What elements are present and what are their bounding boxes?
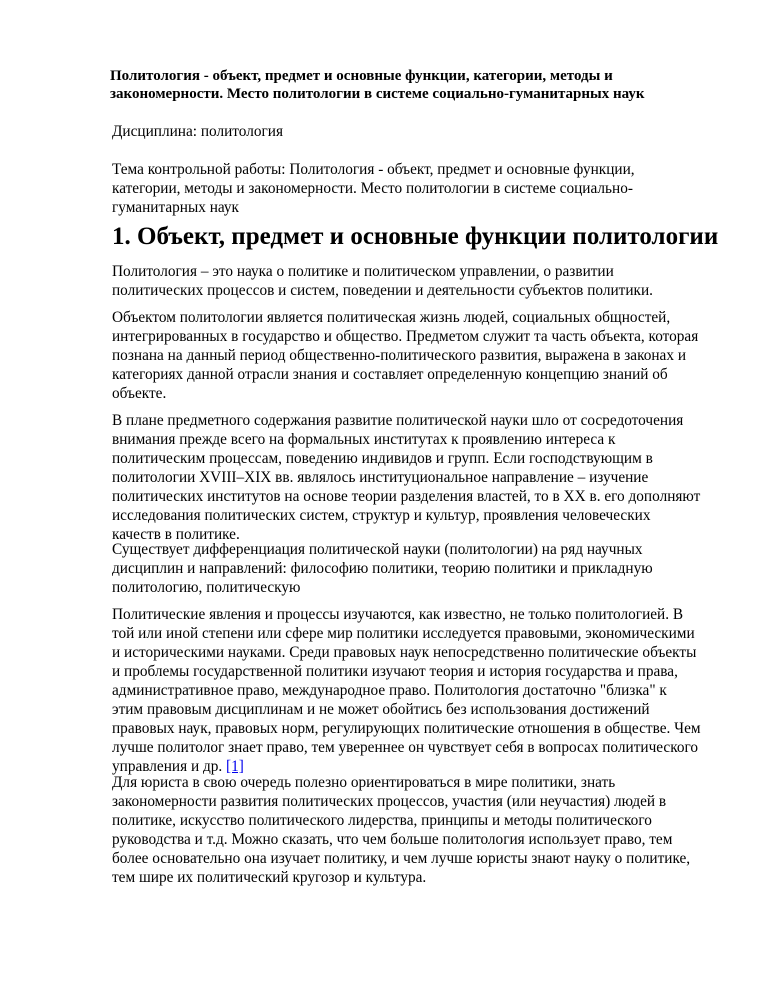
paragraph-line: лучше политолог знает право, тем увереннее он чувствует себя в вопросах политического xyxy=(112,739,699,756)
paragraph-line: более основательно она изучает политику, и чем лучше юристы знают науку о политике, xyxy=(112,850,691,867)
paragraph-line: политических процессов и систем, поведении и деятельности субъектов политики. xyxy=(112,282,653,299)
paragraph-line: Для юриста в свою очередь полезно ориентироваться в мире политики, знать xyxy=(112,774,616,791)
paragraph-line: познана на данный период общественно-политического развития, выражена в законах и xyxy=(112,347,687,364)
topic-text xyxy=(112,160,732,217)
topic-line: Тема контрольной работы: Политология - объект, предмет и основные функции, xyxy=(112,161,635,178)
paragraph-line: административное право, международное право. Политология достаточно "близка" к xyxy=(112,682,667,699)
paragraph-line: политике, искусство политического лидерства, принципы и методы политического xyxy=(112,812,652,829)
discipline-line: Дисциплина: политология xyxy=(112,123,283,140)
paragraph-object xyxy=(112,308,732,403)
paragraph-line: и проблемы государственной политики изучают теория и история государства и права, xyxy=(112,663,678,680)
title-line: закономерности. Место политологии в системе социально-гуманитарных наук xyxy=(110,86,645,102)
paragraph-line: политических институтов на основе теории разделения властей, то в XX в. его дополняют xyxy=(112,488,701,505)
footnote-link[interactable]: [1] xyxy=(226,758,244,775)
topic-line: гуманитарных наук xyxy=(112,199,239,216)
paragraph-line: дисциплин и направлений: философию политики, теорию политики и прикладную xyxy=(112,560,653,577)
paragraph-line: тем шире их политический кругозор и культура. xyxy=(112,869,427,886)
paragraph-line: политологию, политическую xyxy=(112,579,301,596)
paragraph-line: той или иной степени или сфере мир политики исследуется правовыми, экономическими xyxy=(112,625,695,642)
paragraph-line: Существует дифференциация политической науки (политологии) на ряд научных xyxy=(112,541,643,558)
paragraph-line: Объектом политологии является политическая жизнь людей, социальных общностей, xyxy=(112,309,671,326)
paragraph-line: качеств в политике. xyxy=(112,526,240,543)
paragraph-subject-content xyxy=(112,411,732,544)
paragraph-definition xyxy=(112,262,732,300)
paragraph-line: объекте. xyxy=(112,385,167,402)
document-title xyxy=(110,67,710,103)
discipline-text xyxy=(112,122,732,141)
paragraph-related-sciences xyxy=(112,605,732,776)
paragraph-line: этим правовым дисциплинам и не может обойтись без использования достижений xyxy=(112,701,650,718)
section-heading: 1. Объект, предмет и основные функции политологии xyxy=(112,223,719,250)
paragraph-line: интегрированных в государство и общество. Предметом служит та часть объекта, которая xyxy=(112,328,699,345)
paragraph-line-text: управления и др. xyxy=(112,758,223,775)
paragraph-line: политологии XVIII–XIX вв. являлось институциональное направление – изучение xyxy=(112,469,649,486)
paragraph-line: категориях данной отрасли знания и составляет определенную концепцию знаний об xyxy=(112,366,668,383)
paragraph-line: и историческими науками. Среди правовых наук непосредственно политические объекты xyxy=(112,644,697,661)
paragraph-lawyer xyxy=(112,773,732,887)
paragraph-differentiation xyxy=(112,540,732,597)
paragraph-line: исследования политических систем, структур и культур, проявления человеческих xyxy=(112,507,651,524)
paragraph-line: закономерности развития политических процессов, участия (или неучастия) людей в xyxy=(112,793,667,810)
paragraph-line: руководства и т.д. Можно сказать, что чем больше политология использует право, тем xyxy=(112,831,673,848)
paragraph-line: правовых наук, правовых норм, регулирующих политические отношения в обществе. Чем xyxy=(112,720,701,737)
paragraph-line: внимания прежде всего на формальных институтах к проявлению интереса к xyxy=(112,431,616,448)
title-line: Политология - объект, предмет и основные функции, категории, методы и xyxy=(110,68,613,84)
paragraph-line: В плане предметного содержания развитие политической науки шло от сосредоточения xyxy=(112,412,684,429)
topic-line: категории, методы и закономерности. Место политологии в системе социально- xyxy=(112,180,633,197)
paragraph-line: политическим процессам, поведению индивидов и групп. Если господствующим в xyxy=(112,450,653,467)
paragraph-line: Политология – это наука о политике и политическом управлении, о развитии xyxy=(112,263,614,280)
paragraph-line: Политические явления и процессы изучаются, как известно, не только политологией. В xyxy=(112,606,684,623)
